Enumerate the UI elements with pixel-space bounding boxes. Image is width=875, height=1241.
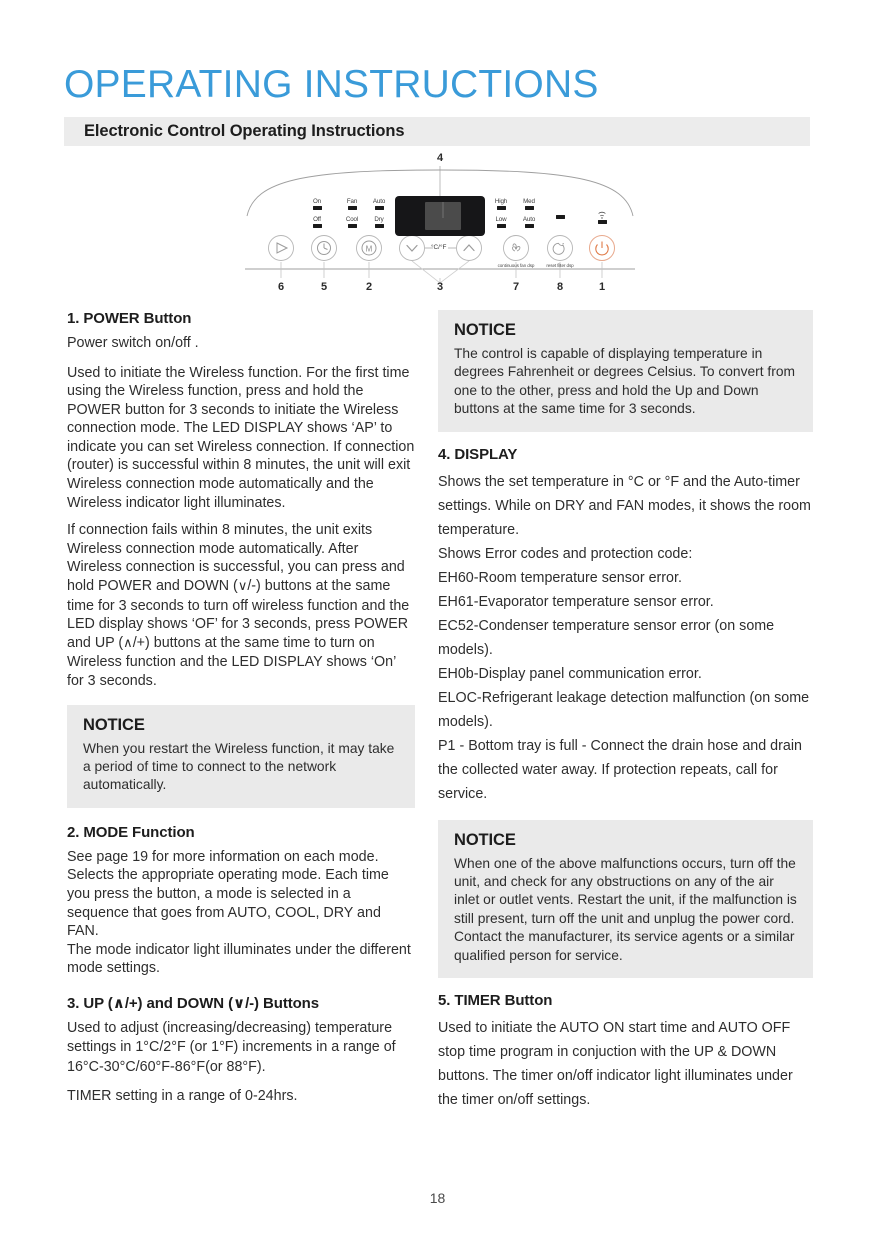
page-title: OPERATING INSTRUCTIONS bbox=[64, 63, 599, 106]
chevron-down-glyph: ∨ bbox=[237, 579, 248, 595]
notice-title: NOTICE bbox=[454, 321, 516, 339]
lcd-display bbox=[395, 196, 485, 236]
indicator-label-speed-med: Med bbox=[523, 198, 535, 205]
indicator-led-mode-dry bbox=[375, 224, 384, 228]
indicator-led-speed-high bbox=[497, 206, 506, 210]
indicator-label-mode-cool: Cool bbox=[345, 216, 359, 223]
callout-8: 8 bbox=[556, 281, 564, 293]
notice-body: When you restart the Wireless function, it may take a period of time to connect to the network automatically. bbox=[83, 740, 395, 793]
text-wireless-fail-c: /+) buttons at the same time to turn on Wireless function and the LED DISPLAY shows ‘On’ for 3 seconds. bbox=[67, 634, 396, 689]
notice-body-b: Contact the manufacturer, its service agents or a similar qualified person for service. bbox=[454, 929, 795, 963]
text-temperature-range: Used to adjust (increasing/decreasing) temperature settings in 1°C/2°F (or 1°F) increments in a range of 16°C-30°C/60°F-86°F(or 88°F). bbox=[67, 1019, 396, 1075]
callout-7: 7 bbox=[512, 281, 520, 293]
notice-malfunction bbox=[438, 820, 813, 978]
indicator-led-mode-auto bbox=[375, 206, 384, 210]
indicator-label-speed-high: High bbox=[494, 198, 508, 205]
caption-continuous-fan: continuous fan dsp bbox=[497, 263, 535, 268]
callout-1: 1 bbox=[598, 281, 606, 293]
callout-3: 3 bbox=[436, 281, 444, 293]
callout-4: 4 bbox=[436, 152, 444, 164]
callout-6: 6 bbox=[277, 281, 285, 293]
text-error-p1: P1 - Bottom tray is full - Connect the drain hose and drain the collected water away. If protection repeats, call for service. bbox=[438, 737, 802, 802]
text-error-eh61: EH61-Evaporator temperature sensor error. bbox=[438, 593, 714, 610]
notice-temperature-units bbox=[438, 310, 813, 432]
indicator-led-filter bbox=[556, 215, 565, 219]
heading-up-down-b: /+) and DOWN ( bbox=[124, 994, 233, 1012]
chevron-down-glyph-heading: ∨ bbox=[233, 993, 246, 1012]
text-mode-indicator: The mode indicator light illuminates under the different mode settings. bbox=[67, 941, 411, 977]
page-number: 18 bbox=[429, 1190, 446, 1206]
heading-display: 4. DISPLAY bbox=[438, 445, 518, 463]
indicator-led-speed-auto bbox=[525, 224, 534, 228]
indicator-led-speed-low bbox=[497, 224, 506, 228]
section-heading-bar bbox=[64, 117, 810, 146]
left-column bbox=[67, 310, 415, 1117]
notice-title: NOTICE bbox=[454, 830, 516, 849]
heading-timer-button: 5. TIMER Button bbox=[438, 992, 553, 1010]
notice-title: NOTICE bbox=[83, 715, 145, 734]
text-error-eh0b: EH0b-Display panel communication error. bbox=[438, 665, 702, 682]
indicator-led-mode-fan bbox=[348, 206, 357, 210]
right-column bbox=[438, 310, 813, 1112]
text-wireless-init: Used to initiate the Wireless function. For the first time using the Wireless function, press and hold the POWER button for 3 seconds to initiate the Wireless connection mode. The LED DISPLAY shows ‘AP’ to indicate you can set Wireless connection. If connection (router) is successful within 8 minutes, the unit will exit Wireless connection mode automatically and the Wireless indicator light illuminates. bbox=[67, 364, 415, 511]
notice-wireless-restart bbox=[67, 705, 415, 808]
indicator-label-timer-on: On bbox=[312, 198, 322, 205]
section-heading-label: Electronic Control Operating Instructions bbox=[84, 122, 405, 140]
indicator-label-mode-auto: Auto bbox=[372, 198, 386, 205]
text-mode-sequence: See page 19 for more information on each mode. Selects the appropriate operating mode. Each time you press the button, a mode is selected in a sequence that goes from AUTO, COOL, DRY and FAN. bbox=[67, 848, 389, 940]
control-panel-diagram bbox=[245, 152, 635, 304]
heading-mode-function: 2. MODE Function bbox=[67, 823, 195, 841]
notice-body: The control is capable of displaying temperature in degrees Fahrenheit or degrees Celsius. To convert from one to the other, press and hold the Up and Down buttons at the same time for 3 seconds. bbox=[454, 346, 796, 417]
callout-5: 5 bbox=[320, 281, 328, 293]
heading-up-down-c: /-) Buttons bbox=[245, 994, 319, 1012]
lcd-screen-area bbox=[425, 202, 461, 230]
unit-toggle-label: °C/°F bbox=[431, 244, 447, 251]
heading-power-button: 1. POWER Button bbox=[67, 310, 192, 327]
chevron-up-glyph-heading: ∧ bbox=[112, 993, 125, 1012]
chevron-up-glyph: ∧ bbox=[123, 635, 133, 651]
text-error-codes-intro: Shows Error codes and protection code: bbox=[438, 545, 693, 562]
indicator-led-timer-off bbox=[313, 224, 322, 228]
svg-text:M: M bbox=[365, 244, 373, 254]
heading-up-down-a: 3. UP ( bbox=[67, 994, 113, 1012]
indicator-label-timer-off: Off bbox=[313, 216, 321, 223]
text-error-eloc: ELOC-Refrigerant leakage detection malfunction (on some models). bbox=[438, 689, 810, 730]
indicator-label-mode-dry: Dry bbox=[374, 216, 384, 223]
text-display-function: Shows the set temperature in °C or °F and the Auto-timer settings. While on DRY and FAN modes, it shows the room temperature. bbox=[438, 473, 811, 538]
text-power-switch: Power switch on/off . bbox=[67, 335, 199, 351]
text-error-eh60: EH60-Room temperature sensor error. bbox=[438, 569, 682, 586]
indicator-led-wifi bbox=[598, 220, 607, 224]
text-wireless-fail-a: If connection fails within 8 minutes, the unit exits Wireless connection mode automatically. After Wireless connection is successful, you can press and hold POWER and DOWN ( bbox=[67, 522, 405, 595]
caption-reset-filter: reset filter dsp bbox=[546, 263, 574, 268]
indicator-led-speed-med bbox=[525, 206, 534, 210]
heading-up-down-buttons bbox=[67, 994, 415, 1012]
text-error-ec52: EC52-Condenser temperature sensor error (on some models). bbox=[438, 617, 775, 658]
indicator-led-timer-on bbox=[313, 206, 322, 210]
text-wireless-fail bbox=[67, 521, 415, 690]
lcd-segment-bar bbox=[442, 202, 444, 218]
indicator-label-speed-low: Low bbox=[495, 216, 507, 223]
text-timer-range: TIMER setting in a range of 0-24hrs. bbox=[67, 1088, 298, 1105]
text-timer-function: Used to initiate the AUTO ON start time and AUTO OFF stop time program in conjuction with the UP & DOWN buttons. The timer on/off indicator light illuminates under the timer on/off settings. bbox=[438, 1020, 793, 1109]
indicator-led-mode-cool bbox=[348, 224, 357, 228]
notice-body-a: When one of the above malfunctions occurs, turn off the unit, and check for any obstructions on any of the air inlet or outlet vents. Restart the unit, if the malfunction is still present, turn off the unit and unplug the power cord. bbox=[454, 855, 797, 926]
text-wireless-fail-b: /-) buttons at the same time for 3 seconds to turn off wireless function and the LED display shows ‘OF’ for 3 seconds, press POWER and UP ( bbox=[67, 578, 410, 651]
callout-2: 2 bbox=[365, 281, 373, 293]
indicator-label-speed-auto: Auto bbox=[522, 216, 536, 223]
svg-text:z: z bbox=[561, 242, 565, 248]
indicator-label-mode-fan: Fan bbox=[346, 198, 358, 205]
